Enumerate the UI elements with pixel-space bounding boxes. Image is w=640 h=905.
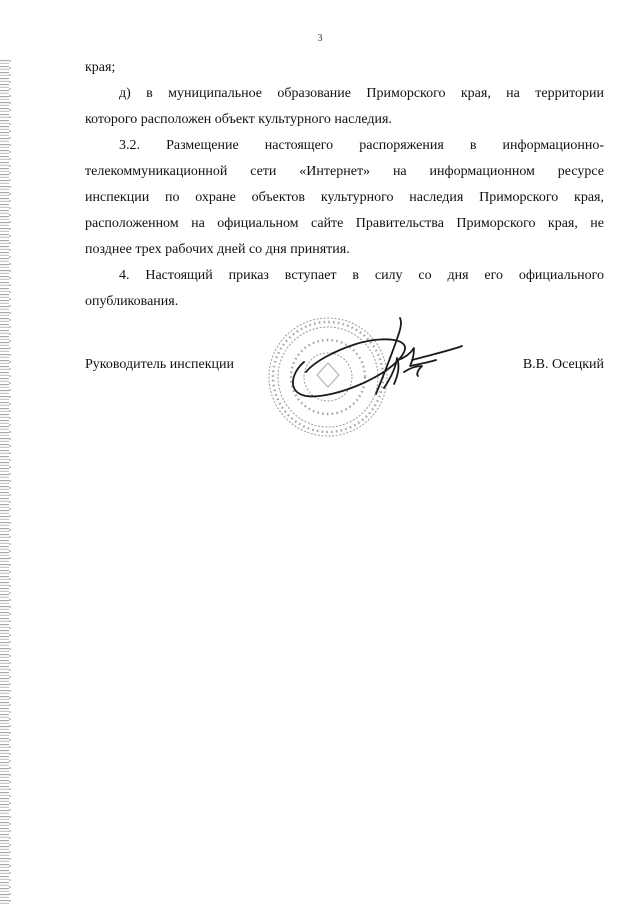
body-line: расположенном на официальном сайте Правительства Приморского края, не: [85, 216, 604, 231]
body-line: телекоммуникационной сети «Интернет» на информационном ресурсе: [85, 164, 604, 179]
body-line: д) в муниципальное образование Приморского края, на территории: [119, 86, 604, 101]
document-body: [85, 55, 604, 315]
scan-edge: [0, 60, 9, 905]
body-line: опубликования.: [85, 294, 179, 309]
body-line: которого расположен объект культурного наследия.: [85, 112, 392, 127]
signature-row: [85, 352, 604, 378]
body-line: инспекции по охране объектов культурного наследия Приморского края,: [85, 190, 604, 205]
body-line: 3.2. Размещение настоящего распоряжения в информационно-: [119, 138, 604, 153]
signatory-name: В.В. Осецкий: [522, 357, 604, 372]
scan-edge-inner: [9, 60, 11, 905]
body-line: края;: [85, 60, 116, 75]
signatory-position: Руководитель инспекции: [85, 357, 234, 372]
body-line: 4. Настоящий приказ вступает в силу со дня его официального: [119, 268, 604, 283]
page-number: 3: [317, 33, 323, 44]
body-line: позднее трех рабочих дней со дня принятия.: [85, 242, 350, 257]
